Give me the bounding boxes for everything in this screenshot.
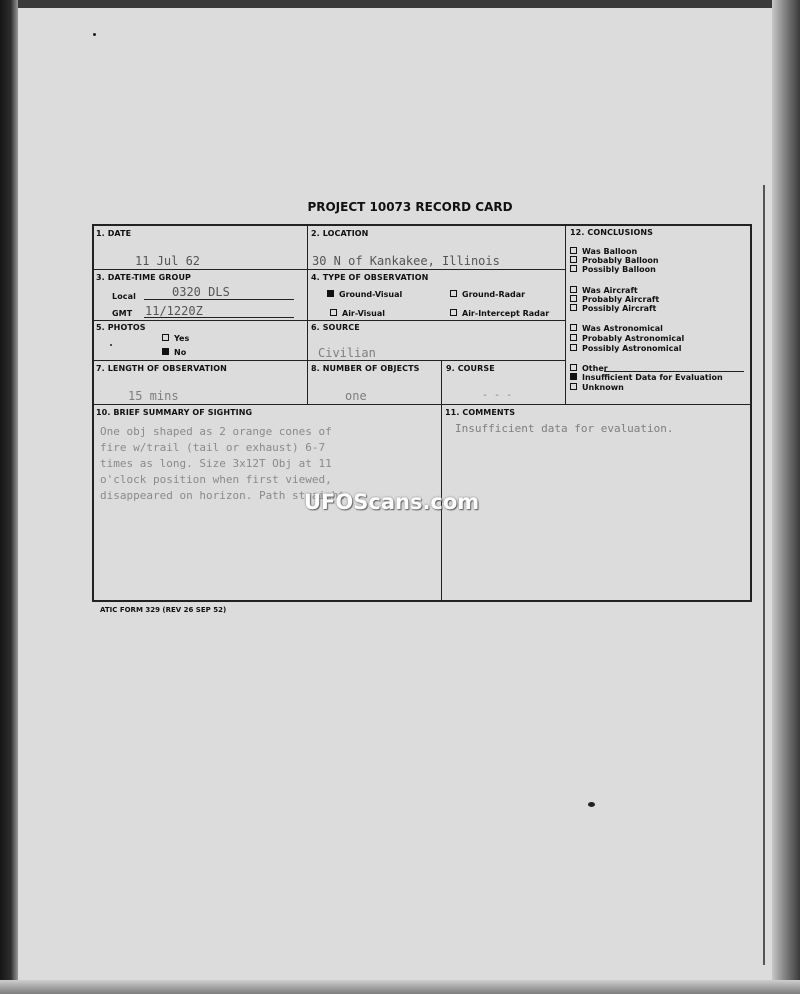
course-label: 9. COURSE (446, 364, 495, 373)
length-label: 7. LENGTH OF OBSERVATION (96, 364, 227, 373)
summary-line: disappeared on horizon. Path straight. (100, 489, 352, 502)
summary-line: times as long. Size 3x12T Obj at 11 (100, 457, 332, 470)
conclusion-insufficient-data: Insufficient Data for Evaluation (570, 373, 723, 382)
conclusion-probably-astronomical: Probably Astronomical (570, 334, 684, 343)
local-label: Local (112, 292, 136, 301)
local-underline (144, 299, 294, 300)
conclusion-was-aircraft: Was Aircraft (570, 286, 638, 295)
checkbox-icon (570, 364, 577, 371)
location-value: 30 N of Kankakee, Illinois (312, 254, 500, 268)
option-air-intercept-radar: Air-Intercept Radar (450, 309, 549, 318)
conclusion-probably-aircraft: Probably Aircraft (570, 295, 659, 304)
conclusion-was-astronomical: Was Astronomical (570, 324, 663, 333)
conclusion-unknown: Unknown (570, 383, 624, 392)
date-label: 1. DATE (96, 229, 132, 238)
checked-box-icon (570, 373, 577, 380)
grid-line (441, 360, 442, 602)
scan-edge-right (772, 0, 800, 994)
checkbox-icon (570, 247, 577, 254)
grid-line (92, 269, 566, 270)
gmt-value: 11/1220Z (145, 304, 203, 318)
location-label: 2. LOCATION (311, 229, 369, 238)
checkbox-icon (450, 290, 457, 297)
summary-label: 10. BRIEF SUMMARY OF SIGHTING (96, 408, 253, 417)
checkbox-icon (570, 295, 577, 302)
conclusions-label: 12. CONCLUSIONS (570, 228, 653, 237)
scan-fold-line (763, 185, 765, 965)
grid-line (565, 224, 566, 404)
gmt-label: GMT (112, 309, 133, 318)
photos-yes: Yes (162, 334, 189, 343)
conclusion-possibly-balloon: Possibly Balloon (570, 265, 656, 274)
source-value: Civilian (318, 346, 376, 360)
local-value: 0320 DLS (172, 285, 230, 299)
card-title: PROJECT 10073 RECORD CARD (307, 200, 513, 214)
form-number: ATIC FORM 329 (REV 26 SEP 52) (100, 606, 227, 614)
option-ground-radar: Ground-Radar (450, 290, 525, 299)
checkbox-icon (570, 256, 577, 263)
summary-line: fire w/trail (tail or exhaust) 6-7 (100, 441, 326, 454)
conclusion-other: Other (570, 364, 608, 373)
summary-line: One obj shaped as 2 orange cones of (100, 425, 332, 438)
grid-line (307, 224, 308, 404)
checkbox-icon (570, 304, 577, 311)
conclusion-probably-balloon: Probably Balloon (570, 256, 659, 265)
summary-line: o'clock position when first viewed, (100, 473, 332, 486)
watermark: UFOScans.com (304, 490, 480, 514)
option-ground-visual: Ground-Visual (327, 290, 402, 299)
num-objects-label: 8. NUMBER OF OBJECTS (311, 364, 420, 373)
checkbox-icon (570, 324, 577, 331)
checked-box-icon (162, 348, 169, 355)
conclusion-possibly-aircraft: Possibly Aircraft (570, 304, 656, 313)
option-air-visual: Air-Visual (330, 309, 385, 318)
scan-edge-bottom (0, 980, 800, 994)
num-objects-value: one (345, 389, 367, 403)
conclusion-possibly-astronomical: Possibly Astronomical (570, 344, 681, 353)
checkbox-icon (450, 309, 457, 316)
comments-value: Insufficient data for evaluation. (455, 422, 674, 435)
scan-speck (93, 33, 96, 36)
date-value: 11 Jul 62 (135, 254, 201, 268)
photos-no: No (162, 348, 186, 357)
checkbox-icon (570, 383, 577, 390)
course-value: - - - (482, 390, 513, 401)
scan-speck (588, 802, 595, 807)
grid-line (92, 320, 566, 321)
scan-edge-left (0, 0, 18, 994)
scan-edge-top (0, 0, 800, 8)
checkbox-icon (570, 334, 577, 341)
grid-line (92, 404, 752, 405)
observation-type-label: 4. TYPE OF OBSERVATION (311, 273, 429, 282)
checkbox-icon (570, 265, 577, 272)
checked-box-icon (327, 290, 334, 297)
conclusion-was-balloon: Was Balloon (570, 247, 637, 256)
grid-line (92, 360, 566, 361)
datetime-label: 3. DATE-TIME GROUP (96, 273, 191, 282)
checkbox-icon (570, 286, 577, 293)
checkbox-icon (162, 334, 169, 341)
scan-speck (110, 344, 112, 346)
length-value: 15 mins (128, 389, 179, 403)
other-underline (604, 371, 744, 372)
checkbox-icon (330, 309, 337, 316)
comments-label: 11. COMMENTS (445, 408, 516, 417)
photos-label: 5. PHOTOS (96, 323, 146, 332)
checkbox-icon (570, 344, 577, 351)
source-label: 6. SOURCE (311, 323, 360, 332)
